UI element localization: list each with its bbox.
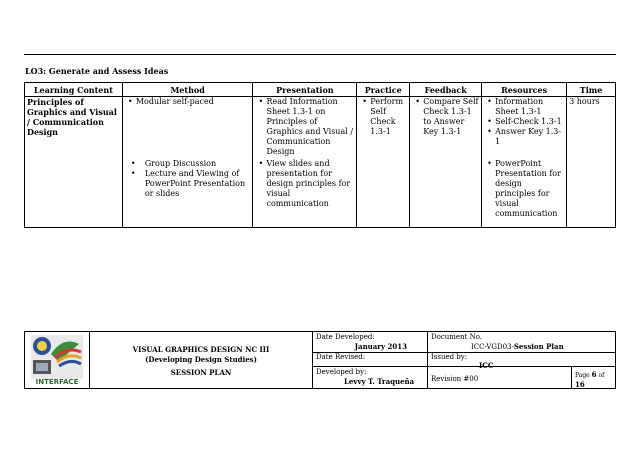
document-no-prefix: ICC-VGD03- — [471, 343, 514, 351]
column-header: Method — [122, 83, 253, 97]
document-type: SESSION PLAN — [170, 368, 232, 377]
page-prefix: Page — [575, 372, 590, 379]
column-header: Resources — [482, 83, 567, 97]
column-header: Feedback — [410, 83, 482, 97]
learning-content-cell — [25, 159, 123, 228]
column-header: Time — [567, 83, 616, 97]
date-developed-cell — [313, 333, 427, 351]
issued-by-value: ICC — [479, 361, 494, 370]
method-cell — [122, 97, 253, 160]
date-revised-label: Date Revised: — [316, 353, 366, 361]
issued-by-cell — [428, 353, 615, 370]
school-logo — [25, 332, 90, 388]
list-item: • Perform Self Check 1.3-1 — [370, 97, 407, 137]
date-developed-label: Date Developed: — [316, 333, 375, 341]
page-of: of — [598, 372, 605, 379]
date-developed-value: January 2013 — [354, 342, 407, 351]
practice-cell — [357, 97, 410, 160]
course-title: VISUAL GRAPHICS DESIGN NC III — [132, 345, 270, 354]
document-no-suffix: Session Plan — [513, 342, 564, 351]
presentation-cell — [253, 97, 357, 160]
list-item: • View slides and presentation for design principles for visual communication — [266, 159, 354, 209]
list-item: • Self-Check 1.3-1 — [495, 117, 564, 127]
developed-by-cell — [313, 368, 427, 386]
list-item: • Answer Key 1.3-1 — [495, 127, 564, 147]
resources-cell — [482, 97, 567, 160]
table-row — [25, 159, 616, 228]
page-total: 16 — [575, 380, 585, 389]
column-header: Presentation — [253, 83, 357, 97]
list-item: • Information Sheet 1.3-1 — [495, 97, 564, 117]
document-no-value — [431, 342, 615, 352]
time-cell: 3 hours — [567, 97, 616, 160]
developed-by-label: Developed by: — [316, 368, 367, 376]
column-header: Practice — [357, 83, 410, 97]
header-rule — [24, 54, 616, 55]
resources-cell — [482, 159, 567, 228]
document-no-cell — [428, 333, 615, 352]
list-item: • Read Information Sheet 1.3-1 on Principles of Graphics and Visual / Communication Design — [266, 97, 354, 157]
revision-cell: Revision #00 — [431, 375, 479, 383]
list-item: • Modular self-paced — [136, 97, 251, 107]
developed-by-value: Levvy T. Traqueña — [344, 377, 415, 386]
learning-content-cell: Principles of Graphics and Visual / Communication Design — [25, 97, 123, 160]
logo-wordmark: INTERFACE — [35, 378, 79, 386]
table-header-row — [25, 83, 616, 97]
course-subtitle: (Developing Design Studies) — [145, 355, 257, 364]
list-item: • Lecture and Viewing of PowerPoint Presentation or slides — [145, 169, 251, 199]
feedback-cell — [410, 159, 482, 228]
page-current: 6 — [591, 370, 597, 379]
list-item: • Group Discussion — [145, 159, 251, 169]
issued-by-label: Issued by: — [431, 353, 468, 361]
page-number-cell — [572, 370, 615, 390]
learning-outcome-title: LO3: Generate and Assess Ideas — [25, 66, 169, 76]
footer-title-block — [90, 332, 313, 388]
presentation-cell — [253, 159, 357, 228]
time-cell — [567, 159, 616, 228]
column-header: Learning Content — [25, 83, 123, 97]
list-item: • Compare Self Check 1.3-1 to Answer Key 1.3-1 — [423, 97, 479, 137]
table-row — [25, 97, 616, 160]
feedback-cell — [410, 97, 482, 160]
date-revised-cell — [313, 353, 427, 362]
session-plan-table — [24, 82, 616, 228]
document-no-label: Document No. — [431, 333, 483, 341]
document-footer — [24, 331, 616, 389]
list-item: • PowerPoint Presentation for design principles for visual communication — [495, 159, 564, 219]
method-cell — [122, 159, 253, 228]
divider — [313, 366, 427, 367]
practice-cell — [357, 159, 410, 228]
